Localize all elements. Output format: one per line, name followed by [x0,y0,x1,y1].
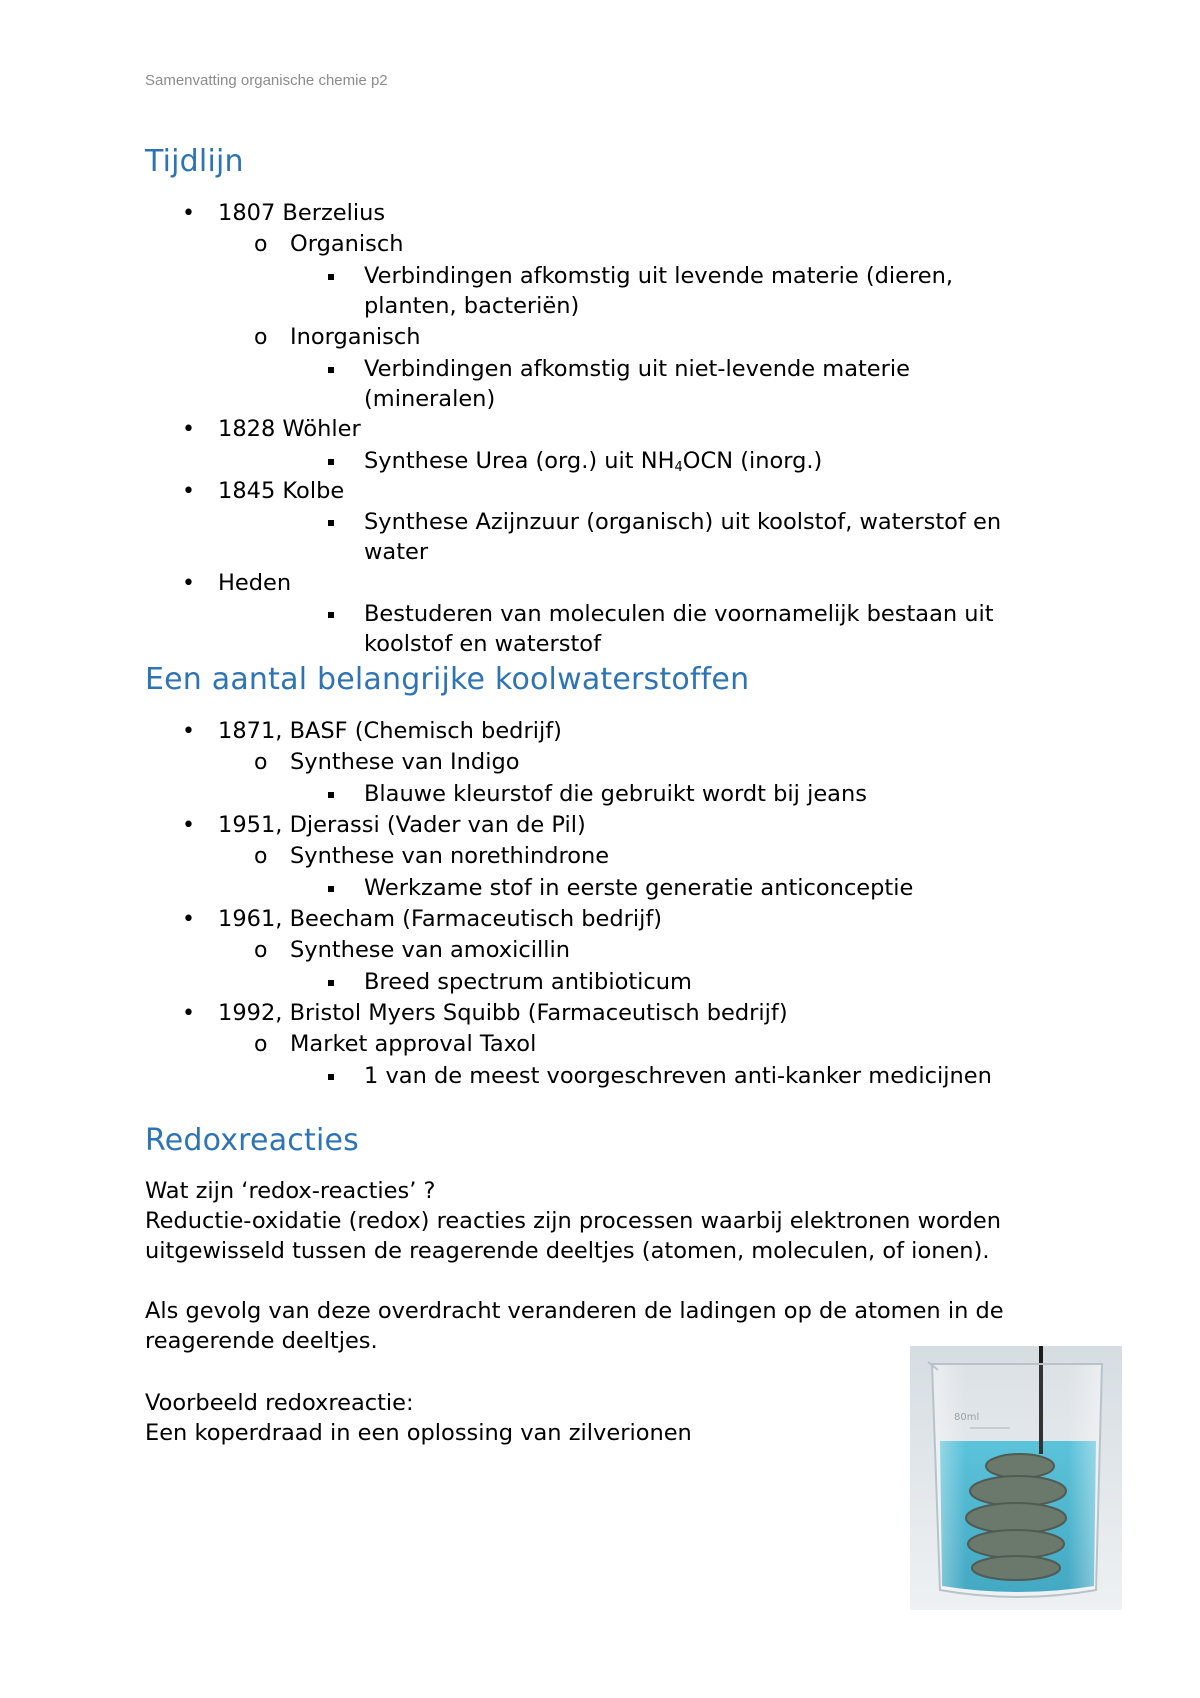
list-item: 1845 Kolbe [218,478,345,504]
example-label: Voorbeeld redoxreactie: [145,1390,414,1416]
bullet-square-icon [328,274,334,280]
list-item: 1951, Djerassi (Vader van de Pil) [218,812,586,838]
list-item: 1807 Berzelius [218,200,386,226]
list-item: Inorganisch [290,324,421,350]
list-item: Werkzame stof in eerste generatie anticonceptie [364,875,914,901]
bullet-square-icon [328,886,334,892]
bullet-circle-icon: o [254,325,268,350]
list-item: Bestuderen van moleculen die voornamelijk bestaan uit [364,601,994,627]
bullet-dot-icon: • [182,479,195,504]
bullet-dot-icon: • [182,719,195,744]
bullet-square-icon [328,612,334,618]
bullet-dot-icon: • [182,1001,195,1026]
list-item: Synthese van norethindrone [290,843,610,869]
paragraph: Als gevolg van deze overdracht veranderen de ladingen op de atomen in de reagerende deeltjes. [145,1298,1004,1354]
bullet-circle-icon: o [254,844,268,869]
bullet-square-icon [328,367,334,373]
list-item: Heden [218,570,292,596]
list-item: Verbindingen afkomstig uit levende materie (dieren, [364,263,954,289]
list-item: Synthese van amoxicillin [290,937,570,963]
list-item: Verbindingen afkomstig uit niet-levende materie [364,356,910,382]
svg-text:80ml: 80ml [954,1412,980,1423]
bullet-circle-icon: o [254,750,268,775]
bullet-circle-icon: o [254,938,268,963]
heading-tijdlijn: Tijdlijn [145,144,244,179]
list-item: Blauwe kleurstof die gebruikt wordt bij jeans [364,781,867,807]
beaker-image [910,1346,1122,1610]
heading-redoxreacties: Redoxreacties [145,1123,359,1158]
bullet-dot-icon: • [182,201,195,226]
bullet-square-icon [328,980,334,986]
list-item-continuation: koolstof en waterstof [364,631,601,657]
list-item-continuation: water [364,539,429,565]
list-item: 1828 Wöhler [218,416,361,442]
list-item-continuation: planten, bacteriën) [364,293,580,319]
list-item: Organisch [290,231,404,257]
list-item: Synthese Urea (org.) uit $NH_4OCN$ (inorg.) [364,448,823,475]
list-item: Breed spectrum antibioticum [364,969,692,995]
bullet-dot-icon: • [182,907,195,932]
bullet-square-icon [328,459,334,465]
bullet-circle-icon: o [254,232,268,257]
bullet-dot-icon: • [182,571,195,596]
list-item: Synthese van Indigo [290,749,520,775]
bullet-square-icon [328,1074,334,1080]
list-item: 1961, Beecham (Farmaceutisch bedrijf) [218,906,663,932]
list-item-continuation: (mineralen) [364,386,496,412]
bullet-dot-icon: • [182,813,195,838]
bullet-square-icon [328,792,334,798]
heading-koolwaterstoffen: Een aantal belangrijke koolwaterstoffen [145,662,750,697]
bullet-dot-icon: • [182,417,195,442]
paragraph: Reductie-oxidatie (redox) reacties zijn processen waarbij elektronen worden uitgewisseld tussen de reagerende deeltjes (atomen, moleculen, of ionen). [145,1208,1001,1264]
list-item: 1871, BASF (Chemisch bedrijf) [218,718,562,744]
bullet-square-icon [328,520,334,526]
list-item: 1992, Bristol Myers Squibb (Farmaceutisch bedrijf) [218,1000,788,1026]
bullet-circle-icon: o [254,1032,268,1057]
list-item: Synthese Azijnzuur (organisch) uit koolstof, waterstof en [364,509,1002,535]
list-item: Market approval Taxol [290,1031,537,1057]
list-item: 1 van de meest voorgeschreven anti-kanker medicijnen [364,1063,992,1089]
example-text: Een koperdraad in een oplossing van zilverionen [145,1420,692,1446]
question-text: Wat zijn ‘redox-reacties’ ? [145,1178,436,1204]
running-header: Samenvatting organische chemie p2 [145,72,388,89]
